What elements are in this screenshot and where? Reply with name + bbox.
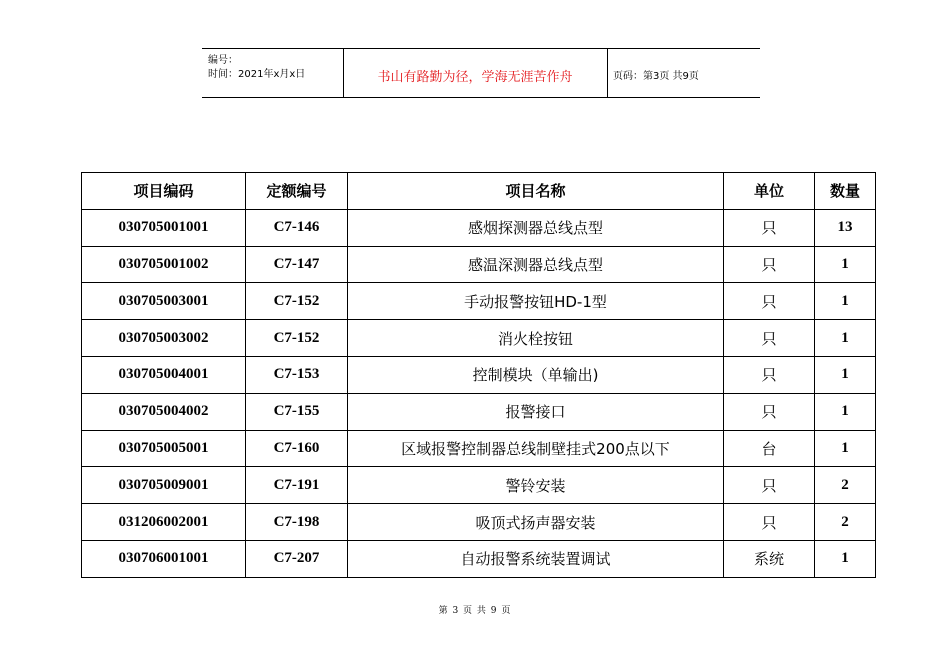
cell-quota-number: C7-207: [246, 540, 348, 577]
cell-quota-number: C7-155: [246, 393, 348, 430]
cell-unit: 只: [724, 209, 815, 246]
cell-unit: 只: [724, 393, 815, 430]
cell-unit: 系统: [724, 540, 815, 577]
header-page-info: 页码：第3页 共9页: [613, 71, 699, 82]
footer-page-number: 第 3 页 共 9 页: [438, 606, 512, 616]
cell-item-code: 030705001002: [82, 246, 246, 283]
table-row: [82, 209, 876, 246]
cell-unit: 只: [724, 467, 815, 504]
column-header-quantity: 数量: [815, 173, 876, 210]
cell-unit: 只: [724, 356, 815, 393]
items-table: [81, 172, 876, 578]
cell-item-code: 030705009001: [82, 467, 246, 504]
cell-item-name: 控制模块（单输出): [348, 356, 724, 393]
cell-quantity: 1: [815, 393, 876, 430]
cell-quota-number: C7-191: [246, 467, 348, 504]
cell-quantity: 2: [815, 467, 876, 504]
cell-item-code: 030705004002: [82, 393, 246, 430]
table-row: [82, 320, 876, 357]
cell-item-name: 警铃安装: [348, 467, 724, 504]
header-divider: [607, 49, 608, 97]
table-row: [82, 540, 876, 577]
cell-item-name: 吸顶式扬声器安装: [348, 504, 724, 541]
cell-item-code: 030705003001: [82, 283, 246, 320]
cell-unit: 只: [724, 320, 815, 357]
table-body: [82, 209, 876, 577]
cell-quantity: 1: [815, 283, 876, 320]
column-header-unit: 单位: [724, 173, 815, 210]
cell-item-code: 030705004001: [82, 356, 246, 393]
cell-quota-number: C7-153: [246, 356, 348, 393]
cell-quota-number: C7-152: [246, 283, 348, 320]
cell-item-name: 报警接口: [348, 393, 724, 430]
cell-item-code: 030706001001: [82, 540, 246, 577]
document-date-label: 时间：2021年x月x日: [208, 69, 306, 80]
cell-quantity: 13: [815, 209, 876, 246]
cell-quota-number: C7-152: [246, 320, 348, 357]
table-row: [82, 246, 876, 283]
document-number-label: 编号：: [208, 55, 238, 66]
cell-unit: 只: [724, 504, 815, 541]
cell-quota-number: C7-146: [246, 209, 348, 246]
cell-unit: 只: [724, 283, 815, 320]
page-footer: [0, 603, 950, 616]
cell-quantity: 1: [815, 540, 876, 577]
cell-quantity: 2: [815, 504, 876, 541]
table-row: [82, 430, 876, 467]
page-header: [202, 48, 760, 98]
cell-quota-number: C7-160: [246, 430, 348, 467]
cell-item-name: 感烟探测器总线点型: [348, 209, 724, 246]
table-row: [82, 467, 876, 504]
table-header-row: [82, 173, 876, 210]
cell-item-code: 031206002001: [82, 504, 246, 541]
cell-quota-number: C7-147: [246, 246, 348, 283]
cell-item-code: 030705005001: [82, 430, 246, 467]
cell-quota-number: C7-198: [246, 504, 348, 541]
table-row: [82, 356, 876, 393]
column-header-name: 项目名称: [348, 173, 724, 210]
cell-item-name: 自动报警系统装置调试: [348, 540, 724, 577]
cell-item-name: 手动报警按钮HD-1型: [348, 283, 724, 320]
cell-item-name: 区域报警控制器总线制壁挂式200点以下: [348, 430, 724, 467]
cell-item-code: 030705003002: [82, 320, 246, 357]
table-row: [82, 393, 876, 430]
cell-quantity: 1: [815, 320, 876, 357]
cell-item-code: 030705001001: [82, 209, 246, 246]
cell-quantity: 1: [815, 356, 876, 393]
cell-quantity: 1: [815, 246, 876, 283]
cell-item-name: 消火栓按钮: [348, 320, 724, 357]
column-header-code: 项目编码: [82, 173, 246, 210]
column-header-quota: 定额编号: [246, 173, 348, 210]
header-motto: 书山有路勤为径，学海无涯苦作舟: [377, 70, 573, 85]
cell-quantity: 1: [815, 430, 876, 467]
cell-unit: 台: [724, 430, 815, 467]
table-row: [82, 504, 876, 541]
cell-unit: 只: [724, 246, 815, 283]
table-row: [82, 283, 876, 320]
cell-item-name: 感温深测器总线点型: [348, 246, 724, 283]
